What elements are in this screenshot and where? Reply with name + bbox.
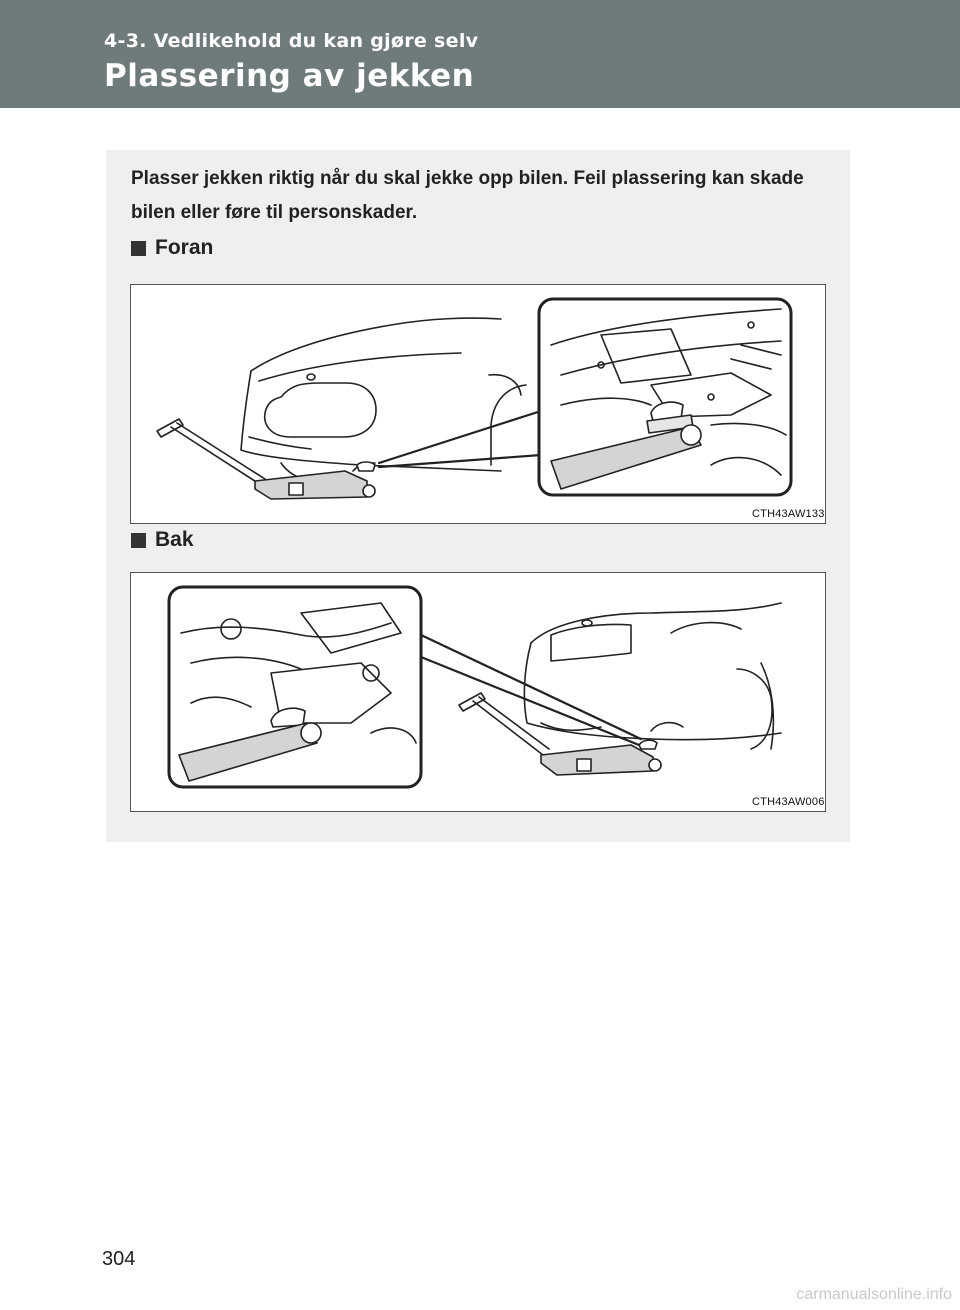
subheading-front-label: Foran <box>155 236 214 259</box>
rear-jack-illustration <box>131 573 825 811</box>
front-jack-illustration <box>131 285 825 523</box>
figure-rear-jack-point <box>130 572 826 812</box>
subheading-rear-label: Bak <box>155 528 194 551</box>
figure-code-rear: CTH43AW006 <box>752 796 825 808</box>
page-title: Plassering av jekken <box>104 58 475 94</box>
page-number: 304 <box>102 1248 136 1270</box>
subheading-front <box>131 236 213 260</box>
square-bullet-icon <box>131 241 146 256</box>
subheading-rear <box>131 528 194 552</box>
square-bullet-icon <box>131 533 146 548</box>
intro-text: Plasser jekken riktig når du skal jekke opp bilen. Feil plassering kan skade bilen eller føre til personskader. <box>131 168 804 223</box>
figure-code-front: CTH43AW133 <box>752 508 825 520</box>
section-heading: 4-3. Vedlikehold du kan gjøre selv <box>104 30 479 52</box>
figure-front-jack-point <box>130 284 826 524</box>
watermark-url: carmanualsonline.info <box>796 1286 952 1303</box>
chapter-header <box>0 0 960 108</box>
